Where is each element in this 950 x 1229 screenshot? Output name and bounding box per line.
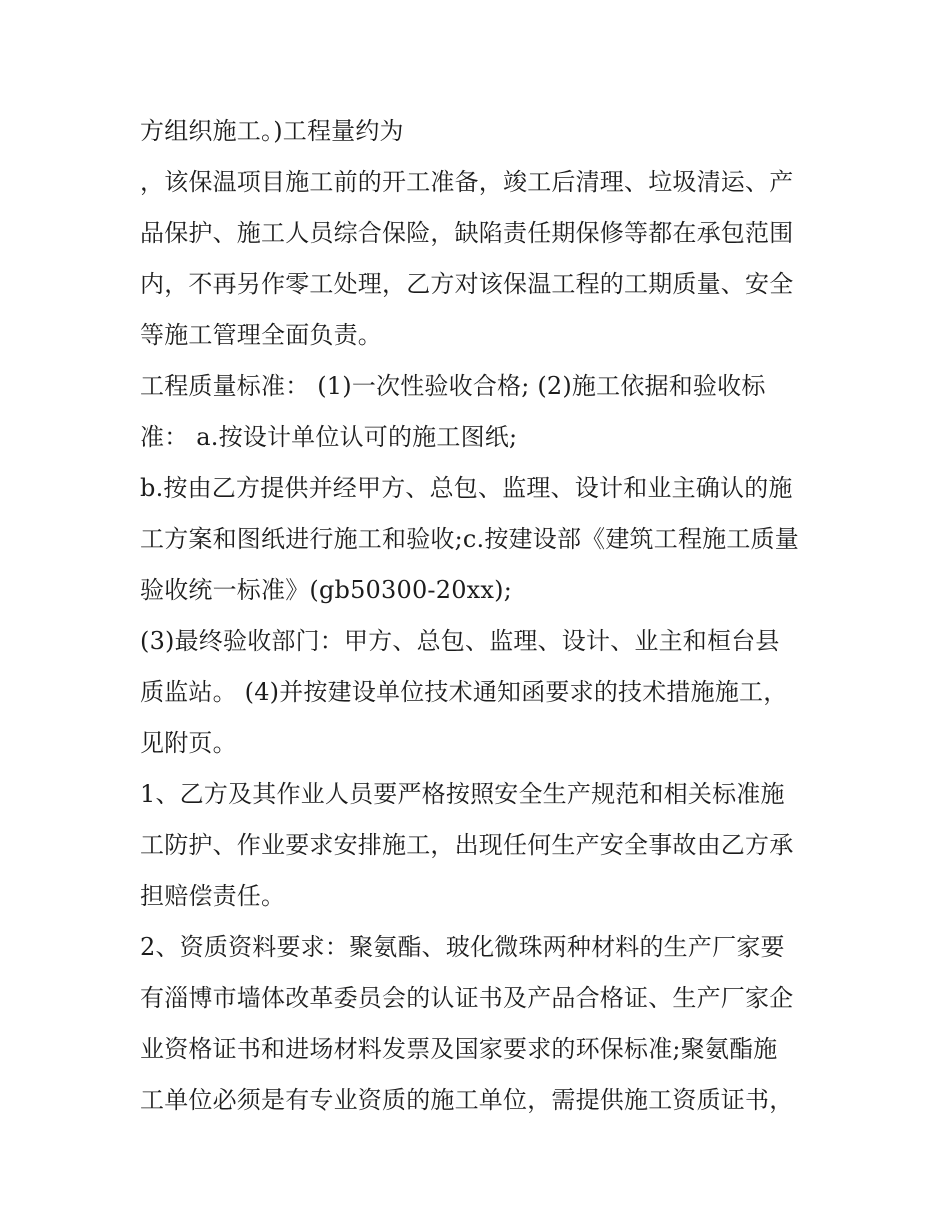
text-line: 工程质量标准： (1)一次性验收合格; (2)施工依据和验收标 [140, 372, 766, 400]
text-line: 质监站。 (4)并按建设单位技术通知函要求的技术措施施工， [140, 678, 788, 706]
text-line: 工单位必须是有专业资质的施工单位，需提供施工资质证书， [140, 1086, 794, 1114]
text-line: 担赔偿责任。 [140, 882, 286, 910]
text-line: ，该保温项目施工前的开工准备，竣工后清理、垃圾清运、产 [140, 168, 794, 196]
text-line: 业资格证书和进场材料发票及国家要求的环保标准;聚氨酯施 [140, 1035, 778, 1063]
text-line: 见附页。 [140, 729, 237, 757]
text-line: 2、资质资料要求：聚氨酯、玻化微珠两种材料的生产厂家要 [140, 933, 785, 961]
text-line: 等施工管理全面负责。 [140, 321, 382, 349]
text-line: b.按由乙方提供并经甲方、总包、监理、设计和业主确认的施 [140, 474, 793, 502]
text-line: 工防护、作业要求安排施工，出现任何生产安全事故由乙方承 [140, 831, 794, 859]
text-line: 工方案和图纸进行施工和验收;c.按建设部《建筑工程施工质量 [140, 525, 799, 553]
text-line: 验收统一标准》(gb50300-20xx); [140, 576, 513, 604]
text-line: 方组织施工。)工程量约为 [140, 117, 404, 145]
text-line: (3)最终验收部门：甲方、总包、监理、设计、业主和桓台县 [140, 627, 780, 655]
text-line: 有淄博市墙体改革委员会的认证书及产品合格证、生产厂家企 [140, 984, 794, 1012]
text-line: 1、乙方及其作业人员要严格按照安全生产规范和相关标准施 [140, 780, 785, 808]
text-line: 品保护、施工人员综合保险，缺陷责任期保修等都在承包范围 [140, 219, 794, 247]
body-text [140, 106, 820, 1126]
text-line: 准： a.按设计单位认可的施工图纸; [140, 423, 518, 451]
text-line: 内，不再另作零工处理，乙方对该保温工程的工期质量、安全 [140, 270, 794, 298]
